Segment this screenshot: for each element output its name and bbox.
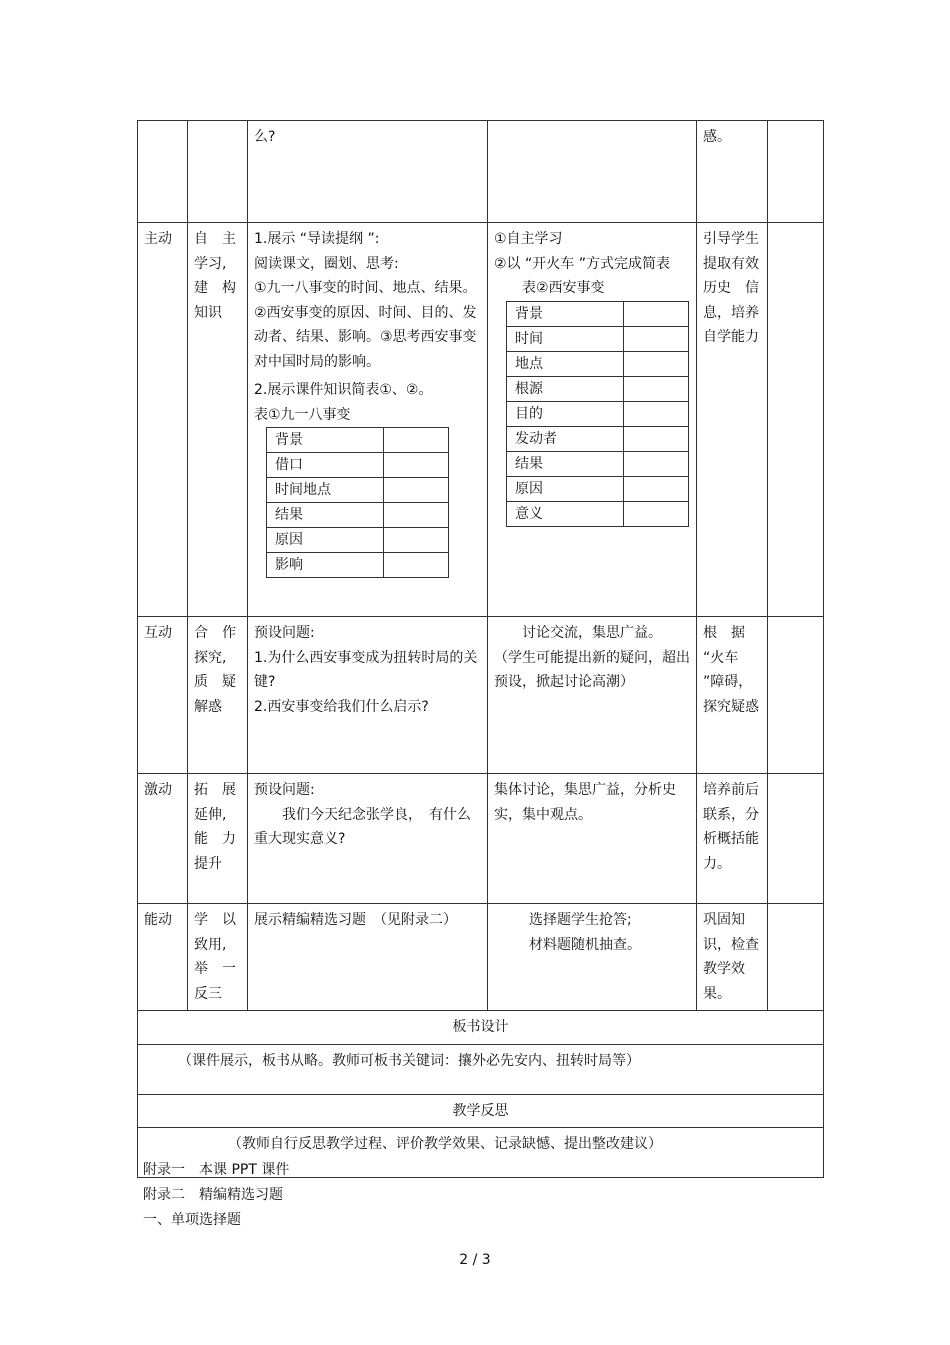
row-hudong <box>138 617 824 774</box>
teacher-activity: 1.展示 “导读提纲 ”: 阅读课文，圈划、思考: ①九一八事变的时间、地点、结果。②西安事变的原因、时间、目的、发动者、结果、影响。③思考西安事变对中国时局的影响。 2.展示课件知识简表①、②。 表①九一八事变 背景 借口 时间地点 结果 原因 影响 <box>248 223 488 617</box>
reflection-content: （教师自行反思教学过程、评价教学效果、记录缺憾、提出整改建议） <box>138 1128 824 1178</box>
sub-label: 拓 展 延伸, 能 力 提升 <box>188 774 248 904</box>
row-zhudong <box>138 223 824 617</box>
stage-label: 能动 <box>138 904 188 1011</box>
cell-stage <box>138 121 188 223</box>
sub-label: 自 主 学习, 建 构 知识 <box>188 223 248 617</box>
appendix-1: 附录一 本课 PPT 课件 <box>143 1162 290 1178</box>
student-activity: 集体讨论，集思广益，分析史实，集中观点。 <box>488 774 697 904</box>
board-content: （课件展示，板书从略。教师可板书关键词：攘外必先安内、扭转时局等） <box>138 1044 824 1094</box>
cont-content: 么? <box>254 129 276 145</box>
cell-teacher <box>248 121 488 223</box>
appendix-2: 附录二 精编精选习题 <box>143 1187 283 1203</box>
board-title: 板书设计 <box>138 1011 824 1045</box>
cell-sub <box>188 121 248 223</box>
student-activity: ①自主学习 ②以 “开火车 ”方式完成简表 表②西安事变 背景 时间 地点 根源 目的 发动者 结果 原因 意义 <box>488 223 697 617</box>
row-board-title <box>138 1011 824 1045</box>
sub-label: 学 以 致用, 举 一 反三 <box>188 904 248 1011</box>
student-activity: 选择题学生抢答; 材料题随机抽查。 <box>488 904 697 1011</box>
design-intent: 培养前后 联系，分析概括能力。 <box>697 774 768 904</box>
cell-notes <box>768 617 824 774</box>
section-heading: 一、单项选择题 <box>143 1212 241 1228</box>
design-intent: 引导学生提取有效历史 信息，培养自学能力 <box>697 223 768 617</box>
reflection-title: 教学反思 <box>138 1094 824 1128</box>
row-continuation <box>138 121 824 223</box>
row-jidong <box>138 774 824 904</box>
sub-label: 合 作 探究, 质 疑 解惑 <box>188 617 248 774</box>
row-nengdong <box>138 904 824 1011</box>
cell-notes <box>768 223 824 617</box>
teacher-activity: 预设问题: 1.为什么西安事变成为扭转时局的关键? 2.西安事变给我们什么启示? <box>248 617 488 774</box>
stage-label: 激动 <box>138 774 188 904</box>
teacher-activity: 展示精编精选习题 （见附录二） <box>248 904 488 1011</box>
lesson-plan-table <box>137 120 824 1178</box>
cell-notes <box>768 904 824 1011</box>
cell-notes <box>768 774 824 904</box>
stage-label: 互动 <box>138 617 188 774</box>
row-board-content <box>138 1044 824 1094</box>
page-number: 2 / 3 <box>459 1252 491 1268</box>
table-xian-incident: 背景 时间 地点 根源 目的 发动者 结果 原因 意义 <box>506 301 689 527</box>
student-activity: 讨论交流，集思广益。 （学生可能提出新的疑问，超出预设，掀起讨论高潮） <box>488 617 697 774</box>
cell-intent <box>697 121 768 223</box>
cont-intent: 感。 <box>703 129 731 145</box>
row-reflection-title <box>138 1094 824 1128</box>
cell-student <box>488 121 697 223</box>
teacher-activity: 预设问题: 我们今天纪念张学良， 有什么重大现实意义? <box>248 774 488 904</box>
design-intent: 根 据 “火车 ”障碍，探究疑惑 <box>697 617 768 774</box>
table-918-incident: 背景 借口 时间地点 结果 原因 影响 <box>266 427 449 578</box>
stage-label: 主动 <box>138 223 188 617</box>
design-intent: 巩固知识，检查教学效果。 <box>697 904 768 1011</box>
cell-notes <box>768 121 824 223</box>
